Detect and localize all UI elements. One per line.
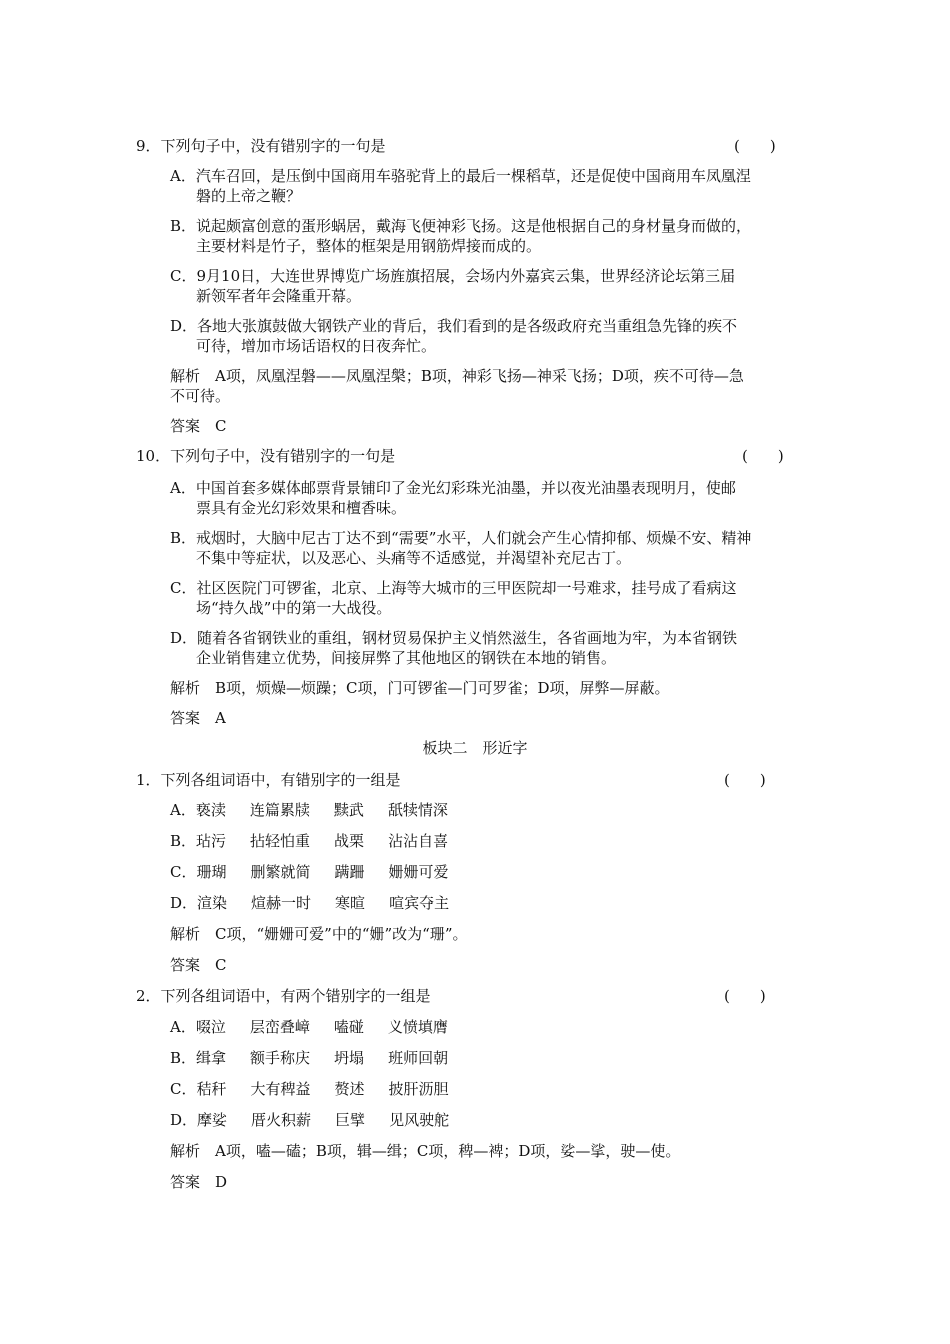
word: B．缉拿	[170, 1049, 227, 1067]
option-a-line1: A．汽车召回，是压倒中国商用车骆驼背上的最后一棵稻草，还是促使中国商用车凤凰涅	[170, 167, 751, 185]
option-a	[170, 478, 830, 518]
option-a	[170, 1017, 472, 1037]
option-b-line1: B．说起颇富创意的蛋形蜗居，戴海飞便神彩飞扬。这是他根据自己的身材量身而做的，	[170, 217, 752, 235]
question-10-stem	[136, 446, 836, 466]
option-d-line2: 企业销售建立优势，间接屏弊了其他地区的钢铁在本地的销售。	[196, 649, 617, 667]
option-d	[170, 893, 473, 913]
option-b-line2: 不集中等症状，以及恶心、头痛等不适感觉，并渴望补充尼古丁。	[196, 549, 632, 567]
option-b	[170, 1048, 472, 1068]
question-2-stem	[136, 986, 836, 1006]
option-d	[170, 316, 830, 356]
word: D．渲染	[170, 894, 228, 912]
word: A．啜泣	[170, 1018, 226, 1036]
word: 大有稗益	[250, 1080, 311, 1098]
word: 舐犊情深	[387, 801, 448, 819]
answer-blank: ( )	[734, 137, 776, 155]
word: 连篇累牍	[249, 801, 310, 819]
analysis: 解析 A项，嗑—磕；B项，辑—缉；C项，稗—裨；D项，娑—挲，驶—使。	[170, 1142, 681, 1160]
word: 嗑碰	[333, 1018, 364, 1036]
option-b-line2: 主要材料是竹子，整体的框架是用钢筋焊接而成的。	[196, 237, 542, 255]
word: B．玷污	[170, 832, 227, 850]
option-c	[170, 266, 830, 306]
option-a-line2: 磐的上帝之鞭？	[196, 187, 302, 205]
option-c-line2: 新领军者年会隆重开幕。	[196, 287, 362, 305]
analysis	[170, 366, 830, 406]
word: 披肝沥胆	[388, 1080, 449, 1098]
option-a-line2: 票具有金光幻彩效果和檀香味。	[196, 499, 407, 517]
section-title: 板块二 形近字	[422, 739, 528, 757]
word: 义愤填膺	[387, 1018, 448, 1036]
analysis: 解析 B项，烦燥—烦躁；C项，门可锣雀—门可罗雀；D项，屏弊—屏蔽。	[170, 679, 670, 697]
analysis-line1: 解析 A项，凤凰涅磐——凤凰涅槃；B项，神彩飞扬—神采飞扬；D项，疾不可待—急	[170, 367, 744, 385]
word: 战栗	[334, 832, 365, 850]
option-c	[170, 862, 473, 882]
option-d-line1: D．各地大张旗鼓做大钢铁产业的背后，我们看到的是各级政府充当重组急先锋的疾不	[170, 317, 738, 335]
option-b-line1: B．戒烟时，大脑中尼古丁达不到“需要”水平，人们就会产生心情抑郁、烦燥不安、精神	[170, 529, 752, 547]
word: A．亵渎	[170, 801, 226, 819]
word: 赘述	[334, 1080, 365, 1098]
word: D．摩娑	[170, 1111, 228, 1129]
word: 拈轻怕重	[250, 832, 311, 850]
word: C．珊瑚	[170, 863, 227, 881]
word: 喧宾夺主	[389, 894, 450, 912]
answer-blank: ( )	[742, 447, 784, 465]
option-a	[170, 800, 472, 820]
word: 巨擘	[335, 1111, 366, 1129]
word: 沾沾自喜	[388, 832, 449, 850]
word: 煊赫一时	[251, 894, 312, 912]
question-9-text: 9．下列句子中，没有错别字的一句是	[136, 137, 386, 155]
word: 蹒跚	[334, 863, 365, 881]
word: 寒暄	[335, 894, 366, 912]
option-c	[170, 1079, 473, 1099]
word: 厝火积薪	[251, 1111, 312, 1129]
option-d	[170, 628, 830, 668]
word: 姗姗可爱	[388, 863, 449, 881]
word: 层峦叠嶂	[249, 1018, 310, 1036]
word: 坍塌	[334, 1049, 365, 1067]
question-2-text: 2．下列各组词语中，有两个错别字的一组是	[136, 987, 431, 1005]
answer: 答案 D	[170, 1173, 228, 1191]
option-c	[170, 578, 830, 618]
option-c-line1: C．9月10日，大连世界博览广场旌旗招展，会场内外嘉宾云集，世界经济论坛第三届	[170, 267, 736, 285]
analysis-line2: 不可待。	[170, 387, 231, 405]
answer-blank: ( )	[724, 771, 766, 789]
word: C．秸秆	[170, 1080, 227, 1098]
option-d-line2: 可待，增加市场话语权的日夜奔忙。	[196, 337, 437, 355]
question-9-stem	[136, 136, 836, 156]
word: 见风驶舵	[389, 1111, 450, 1129]
word: 班师回朝	[388, 1049, 449, 1067]
option-b	[170, 216, 830, 256]
option-c-line1: C．社区医院门可锣雀，北京、上海等大城市的三甲医院却一号难求，挂号成了看病这	[170, 579, 737, 597]
question-10-text: 10．下列句子中，没有错别字的一句是	[136, 447, 396, 465]
answer-blank: ( )	[724, 987, 766, 1005]
option-a	[170, 166, 830, 206]
option-d-line1: D．随着各省钢铁业的重组，钢材贸易保护主义悄然滋生，各省画地为牢，为本省钢铁	[170, 629, 738, 647]
option-b	[170, 528, 830, 568]
option-d	[170, 1110, 473, 1130]
word: 删繁就简	[250, 863, 311, 881]
word: 黩武	[333, 801, 364, 819]
word: 额手称庆	[250, 1049, 311, 1067]
option-b	[170, 831, 472, 851]
answer: 答案 C	[170, 956, 227, 974]
option-a-line1: A．中国首套多媒体邮票背景铺印了金光幻彩珠光油墨，并以夜光油墨表现明月，使邮	[170, 479, 736, 497]
analysis: 解析 C项，“姗姗可爱”中的“姗”改为“珊”。	[170, 925, 468, 943]
answer: 答案 A	[170, 709, 226, 727]
answer: 答案 C	[170, 417, 227, 435]
question-1-stem	[136, 770, 836, 790]
option-c-line2: 场“持久战”中的第一大战役。	[196, 599, 392, 617]
question-1-text: 1．下列各组词语中，有错别字的一组是	[136, 771, 401, 789]
